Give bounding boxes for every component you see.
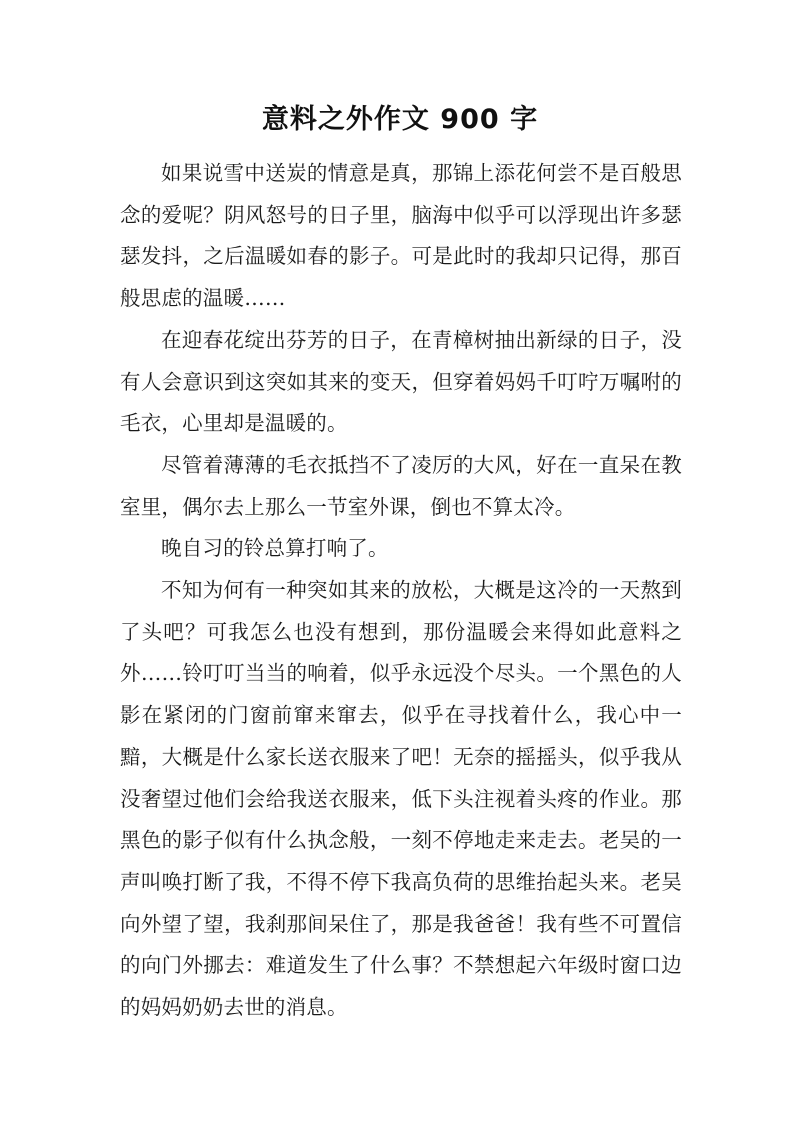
document-body: [120, 153, 682, 1029]
paragraph: 不知为何有一种突如其来的放松，大概是这冷的一天熬到了头吧？可我怎么也没有想到，那份温暖会来得如此意料之外……铃叮叮当当的响着，似乎永远没个尽头。一个黑色的人影在紧闭的门窗前窜来窜去，似乎在寻找着什么，我心中一黯，大概是什么家长送衣服来了吧！无奈的摇摇头，似乎我从没奢望过他们会给我送衣服来，低下头注视着头疼的作业。那黑色的影子似有什么执念般，一刻不停地走来走去。老吴的一声叫唤打断了我，不得不停下我高负荷的思维抬起头来。老吴向外望了望，我刹那间呆住了，那是我爸爸！我有些不可置信的向门外挪去：难道发生了什么事？不禁想起六年级时窗口边的妈妈奶奶去世的消息。: [120, 578, 682, 1020]
paragraph: 如果说雪中送炭的情意是真，那锦上添花何尝不是百般思念的爱呢？阴风怒号的日子里，脑海中似乎可以浮现出许多瑟瑟发抖，之后温暖如春的影子。可是此时的我却只记得，那百般思虑的温暖……: [120, 161, 682, 311]
paragraph: 晚自习的铃总算打响了。: [161, 536, 389, 561]
paragraph: 尽管着薄薄的毛衣抵挡不了凌厉的大风，好在一直呆在教室里，偶尔去上那么一节室外课，倒也不算太冷。: [120, 452, 682, 519]
document-title: 意料之外作文 900 字: [261, 104, 539, 135]
paragraph: 在迎春花绽出芬芳的日子，在青樟树抽出新绿的日子，没有人会意识到这突如其来的变天，但穿着妈妈千叮咛万嘱咐的毛衣，心里却是温暖的。: [120, 327, 682, 436]
